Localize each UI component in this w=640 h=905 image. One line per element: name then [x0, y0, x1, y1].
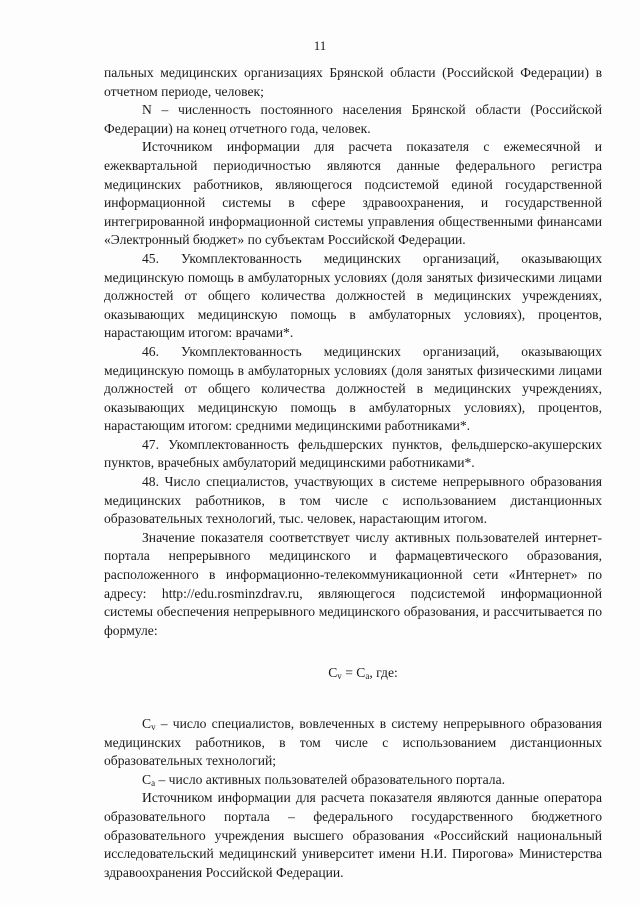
definition-symbol: C	[142, 716, 152, 731]
formula-equals: =	[341, 665, 357, 681]
paragraph-n-definition: N – численность постоянного населения Брянской области (Российской Федерации) на конец отчетного года, человек.	[104, 102, 602, 136]
definition-cv	[104, 715, 602, 771]
formula-rhs: C	[356, 665, 366, 681]
definition-ca	[104, 771, 602, 790]
formula	[104, 664, 602, 683]
paragraph-item-48: 48. Число специалистов, участвующих в системе непрерывного образования медицинских работников, в том числе с использованием дистанционных образовательных технологий, тыс. человек, нарастающим итогом.	[104, 474, 602, 527]
formula-rhs-subscript: a	[365, 671, 370, 682]
definition-subscript: a	[151, 777, 156, 788]
document-body	[104, 64, 602, 882]
paragraph-closing-source: Источником информации для расчета показателя являются данные оператора образовательного портала – федерального государственного бюджетного образовательного учреждения высшего образования «Российский национальный исследовательский медицинский университет имени Н.И. Пирогова» Министерства здравоохранения Российской Федерации.	[104, 790, 602, 880]
paragraph-indicator-value: Значение показателя соответствует числу активных пользователей интернет-портала непрерывного медицинского и фармацевтического образования, расположенного в информационно-телекоммуникационной сети «Интернет» по адресу: http://edu.rosminzdrav.ru, являющегося подсистемой информационной системы обеспечения непрерывного медицинского образования, и рассчитывается по формуле:	[104, 529, 602, 638]
paragraph-item-45: 45. Укомплектованность медицинских организаций, оказывающих медицинскую помощь в амбулаторных условиях (доля занятых физическими лицами должностей от общего количества должностей в медицинских учреждениях, оказывающих медицинскую помощь в амбулаторных условиях), процентов, нарастающим итогом: врачами*.	[104, 250, 602, 341]
page-number: 11	[313, 38, 327, 53]
formula-lhs: C	[328, 665, 338, 681]
paragraph-continuation: пальных медицинских организациях Брянской области (Российской Федерации) в отчетном периоде, человек;	[104, 65, 602, 99]
formula-lhs-subscript: v	[337, 671, 342, 682]
paragraph-item-47: 47. Укомплектованность фельдшерских пунктов, фельдшерско-акушерских пунктов, врачебных амбулаторий медицинскими работниками*.	[104, 436, 602, 471]
paragraph-item-46: 46. Укомплектованность медицинских организаций, оказывающих медицинскую помощь в амбулаторных условиях (доля занятых физическими лицами должностей от общего количества должностей в медицинских учреждениях, оказывающих медицинскую помощь в амбулаторных условиях), процентов, нарастающим итогом: средними медицинскими работниками*.	[104, 343, 602, 434]
definition-text: – число активных пользователей образовательного портала.	[155, 771, 506, 787]
definition-symbol: C	[142, 771, 152, 787]
definition-subscript: v	[151, 722, 156, 732]
paragraph-source-info: Источником информации для расчета показателя с ежемесячной и ежеквартальной периодичностью являются данные федерального регистра медицинских работников, являющегося подсистемой единой государственной информационной системы в сфере здравоохранения, и государственной интегрированной информационной системы управления общественными финансами «Электронный бюджет» по субъектам Российской Федерации.	[104, 139, 602, 248]
formula-tail: , где:	[369, 665, 398, 681]
definition-text: – число специалистов, вовлеченных в систему непрерывного образования медицинских работников, в том числе с использованием дистанционных образовательных технологий;	[104, 716, 602, 769]
